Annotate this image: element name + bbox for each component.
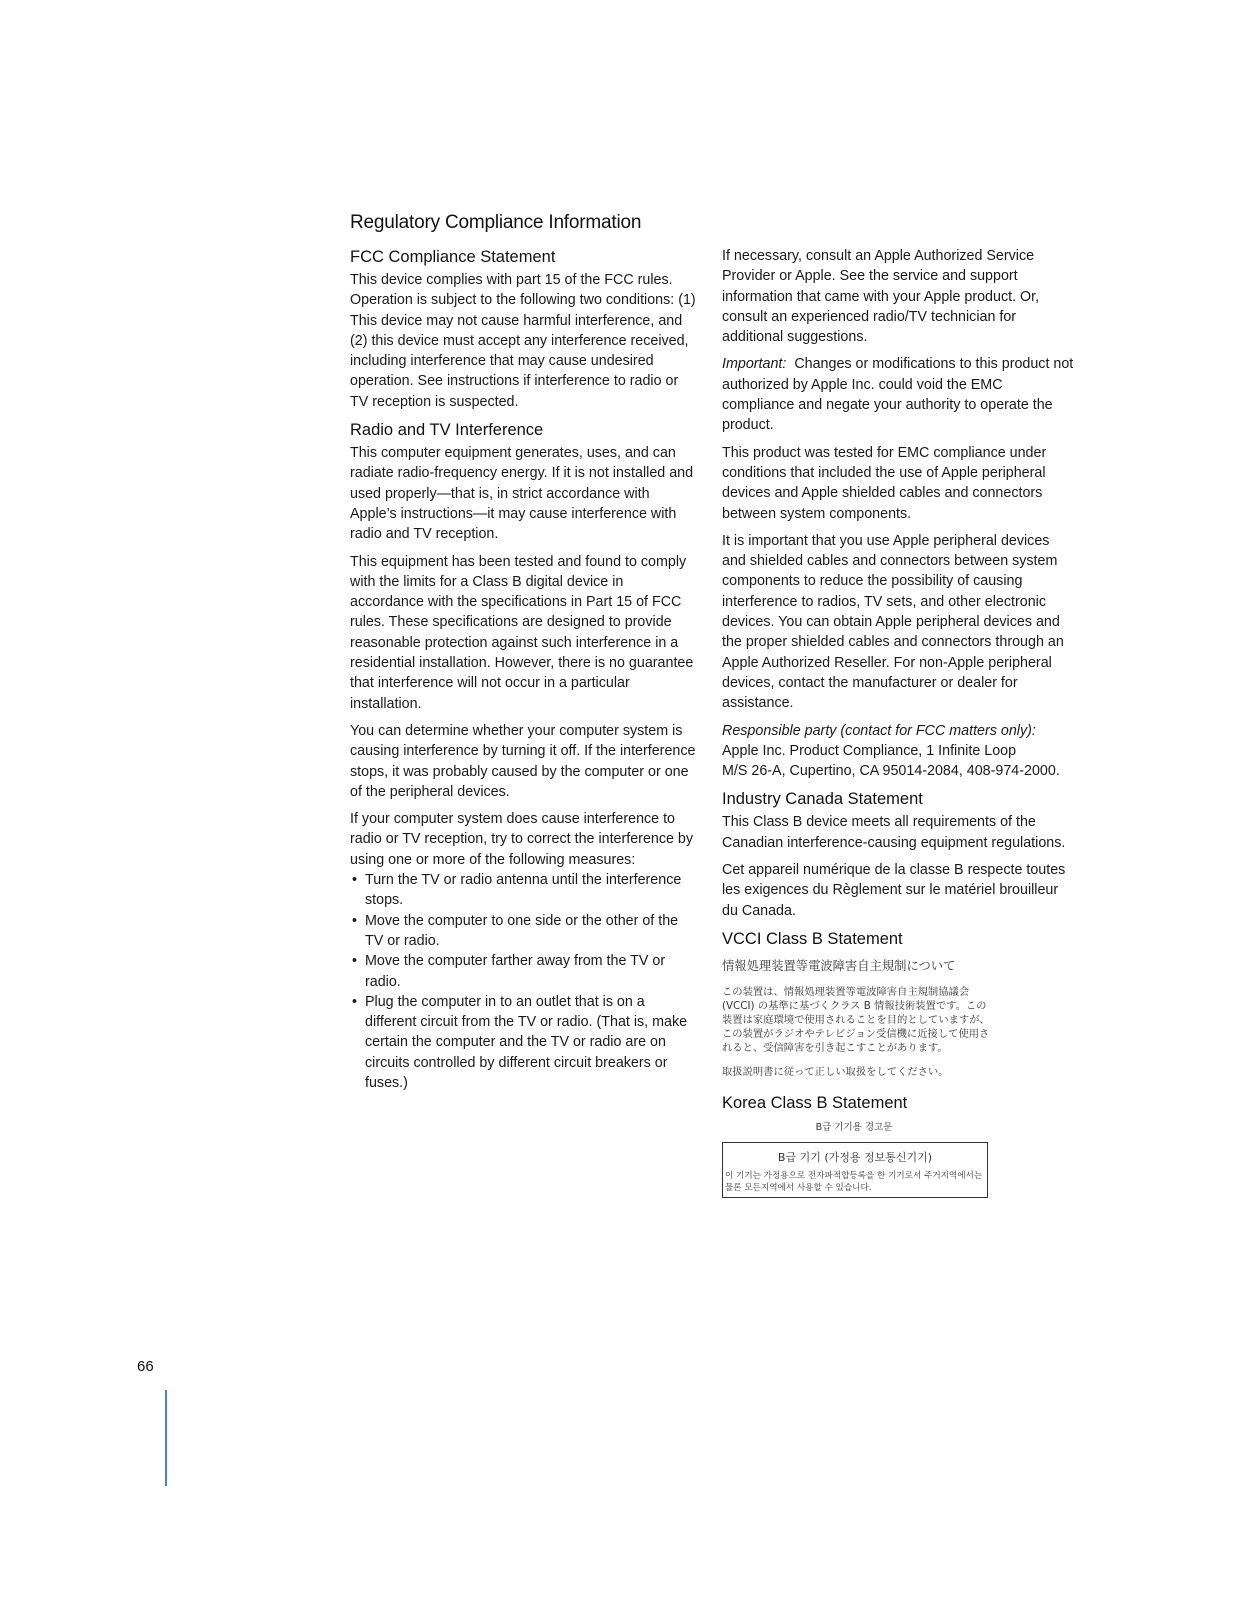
radio-tv-paragraph-3: You can determine whether your computer system is causing interference by turning it off. If the interference stops, it was probably caused by the computer or one of the peripheral devices. xyxy=(350,722,696,800)
vcci-japanese-note: 取扱説明書に従って正しい取扱をしてください。 xyxy=(722,1066,949,1079)
korea-box-title: B급 기기 (가정용 정보통신기기) xyxy=(777,1150,933,1164)
vcci-section xyxy=(722,928,1074,1083)
radio-tv-paragraph-2: This equipment has been tested and found to comply with the limits for a Class B digital device in accordance with the specifications in Part 15 of FCC rules. These specifications are designed to provide reasonable protection against such interference in a residential installation. However, there is no guarantee that interference will not occur in a particular installation. xyxy=(350,553,694,712)
radio-tv-paragraph-1: This computer equipment generates, uses, and can radiate radio-frequency energy. If it is not installed and used properly—that is, in strict accordance with Apple’s instructions—it may cause interference with radio and TV reception. xyxy=(350,445,694,543)
list-item: • Plug the computer in to an outlet that is on a different circuit from the TV or radio. (That is, make certain the computer and the TV or radio are on circuits controlled by different circuit breakers or fuses.) xyxy=(350,992,698,1093)
radio-tv-paragraph-4: If your computer system does cause interference to radio or TV reception, try to correct the interference by using one or more of the following measures: xyxy=(350,811,694,868)
page-number: 66 xyxy=(137,1358,154,1375)
list-item: • Move the computer farther away from the TV or radio. xyxy=(350,951,698,992)
list-item: • Move the computer to one side or the other of the TV or radio. xyxy=(350,911,698,952)
measures-list xyxy=(350,870,698,1093)
korea-box-body: 이 기기는 가정용으로 전자파적합등록을 한 기기로서 주거지역에서는 물론 모든지역에서 사용할 수 있습니다. xyxy=(725,1171,983,1194)
responsible-party-line-2: M/S 26-A, Cupertino, CA 95014-2084, 408-974-2000. xyxy=(722,763,1060,780)
industry-canada-paragraph-fr: Cet appareil numérique de la classe B respecte toutes les exigences du Règlement sur le matériel brouilleur du Canada. xyxy=(722,862,1066,919)
left-column xyxy=(350,246,698,1093)
vcci-japanese-title: 情報処理装置等電波障害自主規制について xyxy=(722,958,956,973)
responsible-party xyxy=(722,721,1074,782)
industry-canada-section xyxy=(722,788,1074,920)
consult-paragraph: If necessary, consult an Apple Authorized Service Provider or Apple. See the service and support information that came with your Apple product. Or, consult an experienced radio/TV technician for additional suggestions. xyxy=(722,248,1040,346)
fcc-section xyxy=(350,246,698,412)
important-paragraph xyxy=(722,354,1074,435)
vcci-japanese-body: この装置は、情報処理装置等電波障害自主規制協議会 (VCCI) の基準に基づくクラス B 情報技術装置です。この装置は家庭環境で使用されることを目的としていますが、この装置がラジオやテレビジョン受信機に近接して使用されると、受信障害を引き起こすことがあります。 xyxy=(722,986,990,1055)
radio-tv-section xyxy=(350,419,698,1093)
fcc-heading: FCC Compliance Statement xyxy=(350,248,556,266)
page-rule-divider xyxy=(165,1390,167,1486)
right-column xyxy=(722,246,1074,1198)
industry-canada-paragraph-en: This Class B device meets all requirements of the Canadian interference-causing equipment regulations. xyxy=(722,814,1066,851)
responsible-party-line-1: Apple Inc. Product Compliance, 1 Infinite Loop xyxy=(722,742,1017,759)
radio-tv-heading: Radio and TV Interference xyxy=(350,421,544,440)
important-label: Important: xyxy=(722,356,787,373)
emc-tested-paragraph: This product was tested for EMC compliance under conditions that included the use of Apple peripheral devices and Apple shielded cables and connectors between system components. xyxy=(722,444,1047,522)
list-item: • Turn the TV or radio antenna until the interference stops. xyxy=(350,870,698,911)
korea-heading: Korea Class B Statement xyxy=(722,1093,908,1112)
fcc-paragraph: This device complies with part 15 of the FCC rules. Operation is subject to the following two conditions: (1) This device may not cause harmful interference, and (2) this device must accept any interference received, including interference that may cause undesired operation. See instructions if interference to radio or TV reception is suspected. xyxy=(350,272,696,410)
korea-warning-box xyxy=(722,1142,988,1198)
industry-canada-heading: Industry Canada Statement xyxy=(722,790,923,809)
responsible-party-label: Responsible party (contact for FCC matters only): xyxy=(722,722,1036,739)
page-title: Regulatory Compliance Information xyxy=(350,212,642,233)
korea-caption: B급 기기용 경고문 xyxy=(815,1121,893,1133)
korea-section xyxy=(722,1092,1074,1199)
important-text: Changes or modifications to this product not authorized by Apple Inc. could void the EMC compliance and negate your authority to operate the product. xyxy=(722,356,1074,434)
peripherals-paragraph: It is important that you use Apple peripheral devices and shielded cables and connectors between system components to reduce the possibility of causing interference to radios, TV sets, and other electronic devices. You can obtain Apple peripheral devices and the proper shielded cables and connectors through an Apple Authorized Reseller. For non-Apple peripheral devices, contact the manufacturer or dealer for assistance. xyxy=(722,532,1064,712)
vcci-heading: VCCI Class B Statement xyxy=(722,929,903,948)
